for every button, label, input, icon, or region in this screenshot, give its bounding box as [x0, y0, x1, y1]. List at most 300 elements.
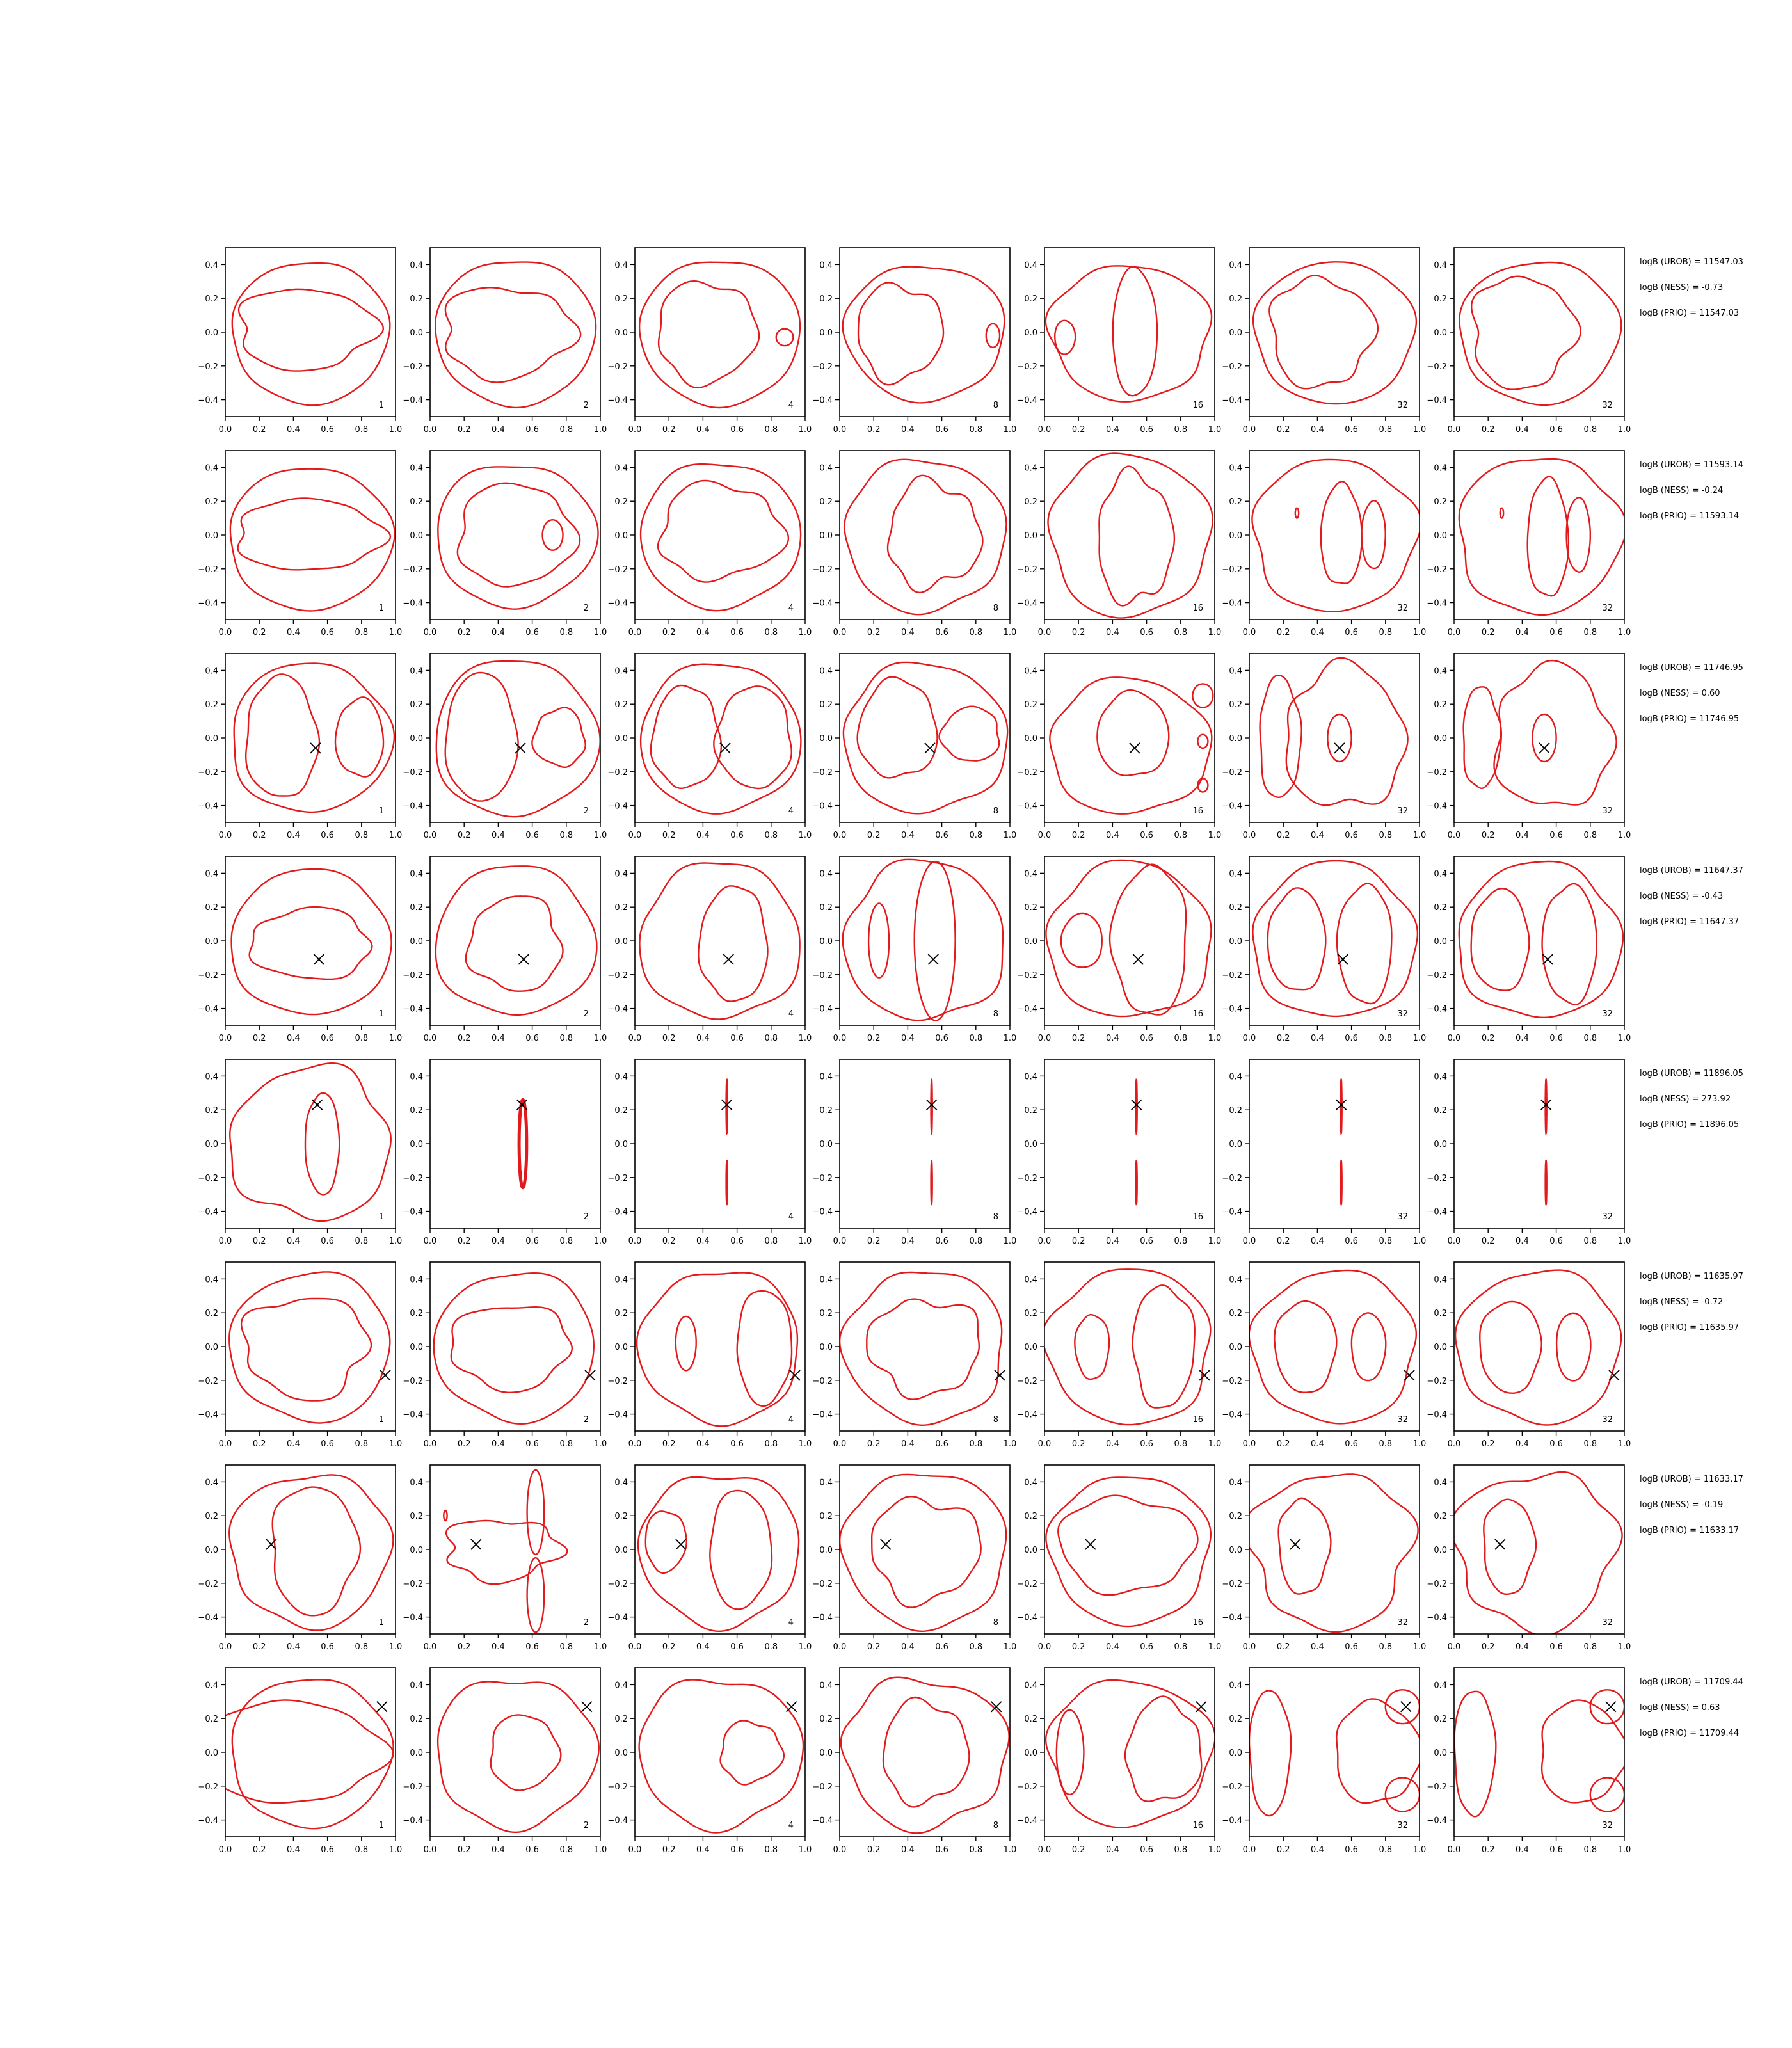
y-tick-label: −0.4 — [403, 1004, 423, 1014]
cross-marker — [1085, 1539, 1096, 1549]
contour-line — [931, 1160, 932, 1204]
x-tick-label: 1.0 — [1003, 1642, 1017, 1652]
contour-line — [1556, 1313, 1590, 1381]
x-tick-label: 0.8 — [1379, 831, 1393, 840]
subplot-frame — [840, 248, 1010, 417]
y-tick-label: 0.0 — [1024, 328, 1037, 338]
panel-label: 8 — [993, 806, 998, 816]
x-tick-label: 0.0 — [1447, 425, 1461, 435]
y-tick-label: −0.4 — [403, 1816, 423, 1826]
x-tick-label: 1.0 — [593, 425, 607, 435]
y-tick-label: −0.2 — [812, 1376, 833, 1386]
contour-line — [1268, 888, 1325, 989]
contour-line — [1048, 454, 1213, 618]
y-tick-label: 0.2 — [614, 1309, 628, 1319]
x-tick-label: 0.8 — [559, 1236, 573, 1246]
x-tick-label: 0.2 — [662, 1439, 676, 1449]
y-tick-label: 0.4 — [410, 260, 423, 271]
x-tick-label: 0.4 — [1106, 1439, 1119, 1449]
cross-marker — [995, 1370, 1005, 1380]
contour-line — [532, 708, 585, 767]
subplot-r8-c2 — [403, 1668, 607, 1855]
stats-text: logB (UROB) = 11709.44 — [1640, 1677, 1743, 1687]
contour-line — [1528, 477, 1569, 596]
cross-marker — [582, 1702, 592, 1712]
y-tick-label: −0.4 — [1222, 1004, 1242, 1014]
contour-group — [1249, 1270, 1416, 1423]
subplot-r6-c6 — [1222, 1262, 1426, 1449]
contour-line — [238, 499, 390, 570]
panel-label: 1 — [378, 1618, 384, 1628]
x-tick-label: 0.6 — [935, 1439, 948, 1449]
subplot-r6-c2 — [403, 1262, 607, 1449]
y-tick-label: 0.2 — [1434, 903, 1447, 913]
contour-line — [1249, 1270, 1416, 1423]
stats-text: logB (NESS) = -0.19 — [1640, 1500, 1724, 1510]
stats-text: logB (NESS) = -0.24 — [1640, 486, 1724, 495]
x-tick-label: 0.8 — [1379, 425, 1393, 435]
x-tick-label: 0.6 — [1549, 1845, 1563, 1855]
contour-group — [1260, 658, 1408, 805]
contour-line — [435, 262, 596, 408]
panel-label: 32 — [1602, 1009, 1613, 1019]
y-tick-label: 0.0 — [410, 1748, 423, 1758]
x-tick-label: 0.0 — [1447, 1236, 1461, 1246]
y-tick-label: 0.4 — [1229, 260, 1242, 271]
contour-line — [1480, 1302, 1541, 1393]
contour-line — [1252, 861, 1417, 1016]
contour-line — [844, 662, 1007, 813]
y-tick-label: 0.2 — [614, 903, 628, 913]
x-tick-label: 0.2 — [252, 1439, 266, 1449]
y-tick-label: 0.2 — [1024, 1309, 1037, 1319]
y-tick-label: 0.4 — [1229, 463, 1242, 474]
x-tick-label: 0.6 — [321, 628, 334, 637]
contour-line — [229, 1475, 393, 1631]
y-tick-label: 0.4 — [819, 1478, 833, 1488]
x-tick-label: 0.2 — [662, 1034, 676, 1043]
x-tick-label: 0.8 — [1174, 1845, 1188, 1855]
y-tick-label: 0.4 — [819, 1681, 833, 1691]
x-tick-label: 0.8 — [969, 1845, 983, 1855]
x-tick-label: 0.0 — [218, 425, 232, 435]
x-tick-label: 0.8 — [1379, 1439, 1393, 1449]
y-tick-label: 0.0 — [819, 328, 833, 338]
y-tick-label: −0.2 — [1222, 970, 1242, 980]
stats-text: logB (PRIO) = 11647.37 — [1640, 917, 1740, 927]
x-tick-label: 0.6 — [730, 831, 744, 840]
x-tick-label: 0.6 — [1140, 1845, 1153, 1855]
y-tick-label: 0.4 — [614, 869, 628, 879]
x-tick-label: 0.2 — [252, 1642, 266, 1652]
y-tick-label: 0.0 — [1024, 1343, 1037, 1352]
y-tick-label: 0.0 — [614, 1748, 628, 1758]
subplot-frame — [1454, 1465, 1624, 1634]
x-tick-label: 1.0 — [798, 1236, 812, 1246]
x-tick-label: 0.8 — [1379, 1236, 1393, 1246]
y-tick-label: 0.2 — [410, 497, 423, 508]
y-tick-label: 0.4 — [1229, 869, 1242, 879]
x-tick-label: 0.4 — [1106, 1642, 1119, 1652]
y-tick-label: 0.0 — [410, 328, 423, 338]
x-tick-label: 0.8 — [1174, 1034, 1188, 1043]
x-tick-label: 0.8 — [1583, 425, 1597, 435]
x-tick-label: 0.6 — [935, 1236, 948, 1246]
y-tick-label: −0.4 — [607, 1410, 628, 1420]
y-tick-label: −0.4 — [1017, 1004, 1037, 1014]
y-tick-label: 0.0 — [410, 1343, 423, 1352]
y-tick-label: −0.2 — [812, 970, 833, 980]
y-tick-label: 0.2 — [205, 903, 218, 913]
x-tick-label: 0.2 — [867, 1034, 881, 1043]
y-tick-label: 0.2 — [205, 497, 218, 508]
subplot-r7-c1 — [198, 1465, 402, 1652]
y-tick-label: 0.0 — [205, 531, 218, 541]
x-tick-label: 0.8 — [355, 425, 369, 435]
y-tick-label: 0.0 — [205, 328, 218, 338]
subplot-frame — [225, 248, 396, 417]
x-tick-label: 1.0 — [798, 1845, 812, 1855]
y-tick-label: 0.4 — [614, 463, 628, 474]
subplot-r7-c7 — [1427, 1465, 1631, 1652]
stats-text: logB (UROB) = 11633.17 — [1640, 1475, 1743, 1484]
y-tick-label: 0.4 — [410, 463, 423, 474]
contour-line — [1136, 1160, 1137, 1204]
panel-label: 32 — [1602, 1821, 1613, 1830]
contour-line — [721, 1720, 784, 1784]
stats-text: logB (UROB) = 11647.37 — [1640, 866, 1743, 876]
y-tick-label: 0.2 — [1434, 700, 1447, 710]
x-tick-label: 0.8 — [1583, 1642, 1597, 1652]
x-tick-label: 0.8 — [559, 831, 573, 840]
y-tick-label: 0.4 — [614, 1072, 628, 1082]
subplot-frame — [1249, 1059, 1420, 1228]
y-tick-label: −0.4 — [607, 598, 628, 609]
y-tick-label: 0.4 — [614, 666, 628, 676]
contour-line — [241, 1299, 371, 1401]
x-tick-label: 0.8 — [559, 425, 573, 435]
contour-line — [305, 1093, 339, 1195]
contour-line — [246, 674, 319, 796]
x-tick-label: 0.0 — [1037, 628, 1052, 637]
subplot-frame — [1249, 451, 1420, 620]
y-tick-label: −0.4 — [1427, 1816, 1447, 1826]
x-tick-label: 1.0 — [388, 1845, 403, 1855]
y-tick-label: 0.0 — [1229, 937, 1242, 947]
y-tick-label: 0.0 — [1434, 1140, 1447, 1149]
stats-text: logB (UROB) = 11896.05 — [1640, 1069, 1743, 1078]
y-tick-label: −0.4 — [1427, 801, 1447, 812]
y-tick-label: 0.0 — [1229, 531, 1242, 541]
y-tick-label: 0.0 — [1434, 734, 1447, 744]
panel-label: 2 — [583, 1618, 589, 1628]
x-tick-label: 0.0 — [218, 1642, 232, 1652]
x-tick-label: 0.8 — [355, 1439, 369, 1449]
contour-line — [1197, 778, 1208, 792]
y-tick-label: 0.0 — [819, 937, 833, 947]
x-tick-label: 0.8 — [764, 1642, 778, 1652]
panel-label: 8 — [993, 1009, 998, 1019]
y-tick-label: −0.4 — [403, 1410, 423, 1420]
y-tick-label: 0.2 — [1229, 1106, 1242, 1116]
x-tick-label: 1.0 — [1412, 425, 1427, 435]
contour-group — [639, 863, 799, 1020]
y-tick-label: 0.2 — [1024, 1106, 1037, 1116]
subplot-frame — [225, 1668, 396, 1837]
contour-line — [1455, 1692, 1496, 1817]
subplot-r2-c2 — [403, 451, 607, 637]
x-tick-label: 0.8 — [1583, 831, 1597, 840]
contour-line — [843, 860, 1003, 1020]
x-tick-label: 1.0 — [798, 425, 812, 435]
y-tick-label: 0.0 — [614, 1343, 628, 1352]
contour-group — [1459, 459, 1626, 615]
x-tick-label: 0.2 — [457, 425, 471, 435]
x-tick-label: 1.0 — [388, 1236, 403, 1246]
y-tick-label: −0.4 — [812, 1613, 833, 1623]
y-tick-label: 0.4 — [410, 666, 423, 676]
y-tick-label: 0.0 — [205, 1546, 218, 1555]
contour-line — [519, 1100, 527, 1187]
y-tick-label: −0.2 — [1222, 1782, 1242, 1792]
y-tick-label: 0.0 — [1229, 1546, 1242, 1555]
y-tick-label: 0.0 — [1434, 1343, 1447, 1352]
y-tick-label: 0.4 — [205, 260, 218, 271]
y-tick-label: −0.2 — [198, 564, 218, 575]
x-tick-label: 0.2 — [867, 1236, 881, 1246]
x-tick-label: 0.0 — [218, 1845, 232, 1855]
y-tick-label: 0.2 — [410, 294, 423, 305]
x-tick-label: 0.2 — [1071, 831, 1085, 840]
y-tick-label: 0.0 — [1229, 328, 1242, 338]
contour-group — [1252, 861, 1417, 1016]
x-tick-label: 0.6 — [525, 1845, 539, 1855]
contour-line — [1286, 658, 1408, 805]
y-tick-label: −0.4 — [812, 396, 833, 406]
x-tick-label: 0.0 — [628, 831, 642, 840]
x-tick-label: 0.0 — [1447, 1845, 1461, 1855]
cross-marker — [1542, 954, 1553, 964]
x-tick-label: 0.6 — [1549, 1439, 1563, 1449]
x-tick-label: 0.2 — [1481, 425, 1495, 435]
subplot-r7-c3 — [607, 1465, 812, 1652]
subplot-r1-c6 — [1222, 248, 1426, 435]
x-tick-label: 0.4 — [696, 1236, 710, 1246]
contour-line — [986, 324, 1000, 348]
x-tick-label: 0.0 — [1037, 1439, 1052, 1449]
y-tick-label: 0.4 — [819, 869, 833, 879]
x-tick-label: 0.8 — [1583, 628, 1597, 637]
x-tick-label: 0.8 — [1379, 1845, 1393, 1855]
y-tick-label: −0.4 — [1427, 1613, 1447, 1623]
contour-line — [637, 1273, 797, 1427]
y-tick-label: −0.4 — [1427, 598, 1447, 609]
contour-line — [1590, 1778, 1624, 1812]
panel-label: 16 — [1192, 1821, 1203, 1830]
subplot-r5-c7 — [1427, 1059, 1631, 1246]
subplot-frame — [1044, 248, 1215, 417]
x-tick-label: 0.6 — [525, 1034, 539, 1043]
y-tick-label: −0.4 — [1222, 1816, 1242, 1826]
contour-line — [436, 866, 597, 1015]
y-tick-label: 0.2 — [1024, 497, 1037, 508]
x-tick-label: 0.2 — [457, 1439, 471, 1449]
contour-line — [1341, 1080, 1342, 1134]
x-tick-label: 0.8 — [1379, 628, 1393, 637]
y-tick-label: −0.2 — [1427, 970, 1447, 980]
y-tick-label: 0.4 — [1024, 666, 1037, 676]
cross-marker — [1290, 1539, 1300, 1549]
contour-group — [1249, 1690, 1423, 1816]
y-tick-label: 0.2 — [410, 700, 423, 710]
x-tick-label: 0.4 — [1311, 628, 1324, 637]
contour-group — [1048, 454, 1213, 618]
subplot-r1-c7 — [1427, 248, 1631, 435]
contour-line — [1061, 913, 1102, 968]
subplot-frame — [840, 1059, 1010, 1228]
panel-label: 2 — [583, 1415, 589, 1425]
x-tick-label: 0.2 — [1481, 1642, 1495, 1652]
x-tick-label: 1.0 — [1208, 1236, 1222, 1246]
contour-group — [726, 1080, 728, 1204]
x-tick-label: 0.4 — [492, 425, 505, 435]
x-tick-label: 0.4 — [287, 628, 300, 637]
stats-text: logB (NESS) = 0.60 — [1640, 689, 1720, 698]
contour-line — [714, 686, 792, 788]
x-tick-label: 0.4 — [492, 1236, 505, 1246]
panel-label: 32 — [1397, 806, 1408, 816]
y-tick-label: 0.4 — [614, 260, 628, 271]
y-tick-label: −0.4 — [812, 1410, 833, 1420]
x-tick-label: 0.0 — [423, 425, 437, 435]
contour-group — [230, 1063, 391, 1221]
x-tick-label: 0.6 — [935, 1845, 948, 1855]
y-tick-label: −0.4 — [198, 1410, 218, 1420]
contour-group — [841, 1677, 1009, 1834]
x-tick-label: 0.6 — [730, 1439, 744, 1449]
subplot-frame — [430, 1668, 600, 1837]
y-tick-label: −0.2 — [812, 564, 833, 575]
x-tick-label: 0.6 — [730, 628, 744, 637]
x-tick-label: 0.0 — [423, 628, 437, 637]
x-tick-label: 0.6 — [935, 831, 948, 840]
subplot-frame — [1249, 1465, 1420, 1634]
subplot-frame — [430, 1465, 600, 1634]
y-tick-label: 0.2 — [819, 1715, 833, 1725]
y-tick-label: −0.2 — [607, 1173, 628, 1183]
y-tick-label: −0.2 — [1017, 1173, 1037, 1183]
x-tick-label: 0.2 — [252, 628, 266, 637]
y-tick-label: −0.4 — [607, 396, 628, 406]
x-tick-label: 0.6 — [1140, 628, 1153, 637]
y-tick-label: −0.2 — [403, 1579, 423, 1589]
stats-text: logB (PRIO) = 11746.95 — [1640, 714, 1740, 724]
contour-group — [230, 469, 395, 611]
x-tick-label: 0.6 — [525, 1236, 539, 1246]
contour-group — [641, 464, 801, 611]
panel-label: 4 — [788, 1212, 794, 1222]
contour-group — [844, 662, 1007, 813]
panel-label: 4 — [788, 1821, 794, 1830]
y-tick-label: −0.2 — [607, 970, 628, 980]
x-tick-label: 0.8 — [969, 1439, 983, 1449]
x-tick-label: 0.0 — [1242, 425, 1256, 435]
y-tick-label: 0.2 — [205, 1309, 218, 1319]
contour-line — [1197, 735, 1208, 748]
x-tick-label: 0.0 — [1447, 1439, 1461, 1449]
contour-group — [639, 262, 800, 408]
stats-text: logB (PRIO) = 11593.14 — [1640, 511, 1740, 521]
contour-line — [230, 469, 395, 611]
cross-marker — [1539, 743, 1549, 753]
subplot-r2-c6 — [1222, 451, 1426, 637]
x-tick-label: 0.2 — [867, 1845, 881, 1855]
x-tick-label: 0.6 — [935, 425, 948, 435]
x-tick-label: 0.4 — [1516, 1845, 1529, 1855]
y-tick-label: 0.4 — [1434, 1681, 1447, 1691]
y-tick-label: −0.2 — [198, 362, 218, 372]
contour-line — [1046, 1680, 1215, 1828]
cross-marker — [515, 743, 525, 753]
contour-line — [858, 677, 938, 778]
x-tick-label: 0.8 — [1174, 1642, 1188, 1652]
y-tick-label: 0.4 — [1024, 1681, 1037, 1691]
y-tick-label: −0.2 — [1017, 970, 1037, 980]
x-tick-label: 0.0 — [628, 628, 642, 637]
contour-line — [1055, 321, 1075, 355]
subplot-r8-c3 — [607, 1668, 812, 1855]
subplot-r7-c5 — [1017, 1465, 1221, 1652]
y-tick-label: 0.4 — [1229, 1275, 1242, 1285]
y-tick-label: 0.4 — [819, 1275, 833, 1285]
x-tick-label: 0.0 — [423, 1845, 437, 1855]
x-tick-label: 0.2 — [1276, 1642, 1290, 1652]
contour-line — [726, 1160, 728, 1204]
contour-line — [1362, 500, 1386, 568]
x-tick-label: 0.4 — [287, 1034, 300, 1043]
x-tick-label: 0.2 — [662, 1642, 676, 1652]
y-tick-label: 0.2 — [205, 1512, 218, 1522]
y-tick-label: −0.4 — [1427, 1410, 1447, 1420]
panel-label: 32 — [1397, 1821, 1408, 1830]
y-tick-label: 0.4 — [1024, 260, 1037, 271]
cross-marker — [377, 1702, 387, 1712]
y-tick-label: −0.2 — [403, 362, 423, 372]
subplot-r8-c7 — [1427, 1668, 1631, 1855]
y-tick-label: −0.2 — [198, 1376, 218, 1386]
contour-line — [232, 263, 390, 405]
x-tick-label: 1.0 — [388, 831, 403, 840]
x-tick-label: 0.2 — [1481, 831, 1495, 840]
panel-label: 4 — [788, 401, 794, 410]
x-tick-label: 0.8 — [559, 628, 573, 637]
panel-label: 1 — [378, 604, 384, 613]
contour-line — [1046, 266, 1212, 401]
subplot-r4-c6 — [1222, 856, 1426, 1043]
y-tick-label: −0.4 — [812, 801, 833, 812]
x-tick-label: 0.2 — [1276, 628, 1290, 637]
x-tick-label: 0.4 — [492, 628, 505, 637]
x-tick-label: 0.0 — [628, 425, 642, 435]
y-tick-label: −0.2 — [812, 1782, 833, 1792]
contour-group — [1046, 1680, 1215, 1828]
contour-line — [1567, 497, 1590, 572]
contour-line — [451, 1307, 572, 1393]
contour-group — [638, 1477, 799, 1631]
contour-line — [776, 329, 794, 346]
panel-label: 16 — [1192, 1009, 1203, 1019]
contour-line — [840, 1272, 1002, 1425]
